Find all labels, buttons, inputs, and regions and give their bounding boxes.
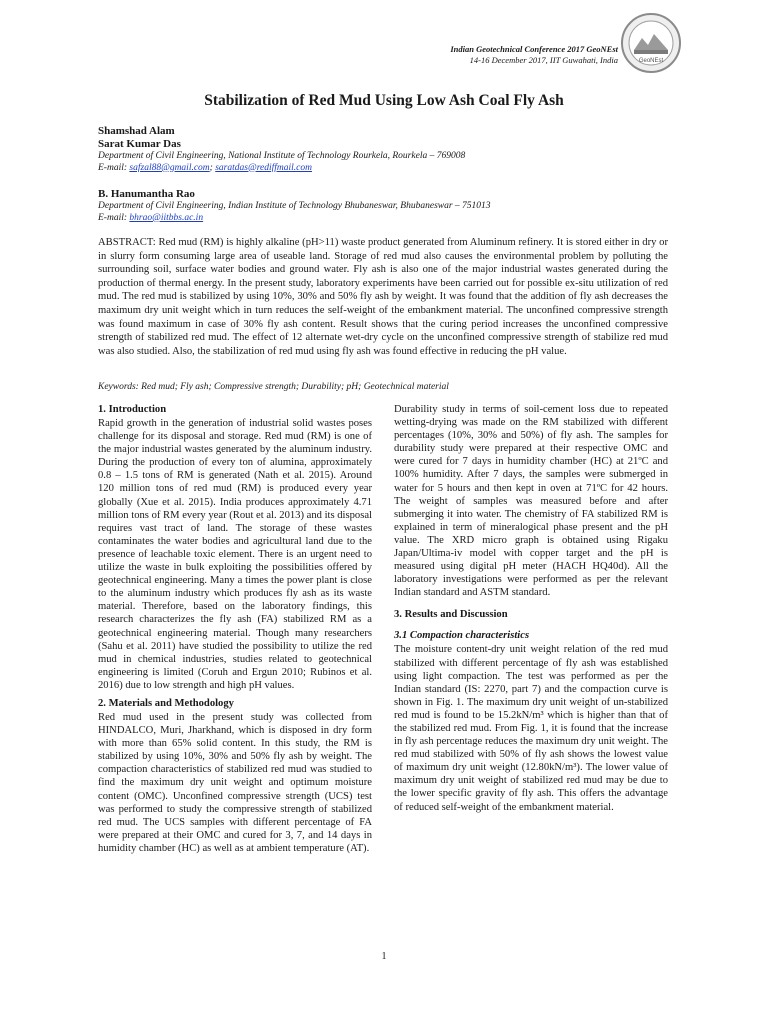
right-column: [394, 403, 668, 814]
seal-text: GeoNEst: [638, 58, 664, 64]
keywords: Keywords: Red mud; Fly ash; Compressive strength; Durability; pH; Geotechnical material: [98, 382, 449, 392]
section-heading-results: 3. Results and Discussion: [394, 609, 508, 621]
email-link-2[interactable]: saratdas@rediffmail.com: [215, 162, 313, 173]
left-column: [98, 403, 372, 855]
author-block-1: [98, 125, 678, 174]
introduction-text: Rapid growth in the generation of industrial solid wastes poses challenge for its disposal and storage. Red mud (RM) is one of the major industrial wastes generated by the aluminum industry. During the production of every ton of alumina, approximately 0.8 – 1.5 tons of RM is generated (Nath et al. 2015). Around 120 million tons of red mud (RM) is produced every year globally (Xue et al. 2015). India produces approximately 4.71 million tons of RM every year (Rout et al. 2013) and its disposal requires vast tract of land. The storage of these wastes contaminates the water bodies and agricultural land due to the presence of leachable toxic element. There is an urgent need to utilize the waste in bulk exploiting the possibilities offered by geotechnical engineering. Many a times the power plant is close to the aluminum industry which produces fly ash as its waste material. Therefore, based on the laboratory findings, this research characterizes the fly ash (FA) stabilized RM as a geotechnical engineering material. Though many researchers (Sahu et al. 2011) have studied the possibility to utilize the red mud in chemical industries, studies related to geotechnical engineering is limited (Coruh and Ergun 2010; Rubinos et al. 2016) due to low strength and high pH values.: [98, 418, 372, 691]
compaction-text: The moisture content-dry unit weight relation of the red mud stabilized with different percentage of fly ash was established using light compaction. The test was performed as per the Indian standard (IS: 2270, part 7) and the compaction curve is shown in Fig. 1. The maximum dry unit weight of un-stabilized red mud is found to be 15.2kN/m³ which is higher than that of the stabilized red mud. From Fig. 1, it is found that the increase in fly ash percentage reduces the maximum dry unit weight. The red mud stabilized with 50% of fly ash shows the lowest value of maximum dry unit weight (12.80kN/m³). The lower value of maximum dry unit weight of stabilized red mud may be due to the lower specific gravity of fly ash. This offers the advantage of reduced self-weight of the embankment material.: [394, 644, 668, 813]
page-number: 1: [381, 951, 387, 962]
conference-dates: 14-16 December 2017, IIT Guwahati, India: [469, 55, 618, 65]
conference-seal-icon: [620, 12, 682, 74]
conference-name: Indian Geotechnical Conference 2017 GeoNEst: [450, 44, 618, 54]
author-name-3: B. Hanumantha Rao: [98, 188, 195, 200]
paper-title: Stabilization of Red Mud Using Low Ash Coal Fly Ash: [204, 92, 564, 109]
author-block-2: [98, 188, 678, 224]
email-label-2: E-mail:: [98, 212, 128, 223]
affiliation-1: Department of Civil Engineering, National Institute of Technology Rourkela, Rourkela – 769008: [98, 151, 466, 161]
durability-text: Durability study in terms of soil-cement loss due to repeated wetting-drying was made on the RM stabilized with different percentages (10%, 30% and 50%) of fly ash. The samples for durability study were prepared at their respective OMC and were cured for 7 days in humidity chamber (HC) at 21ºC and 100% humidity. After 7 days, the samples were submerged in water for 5 hours and then kept in oven at 71ºC for 42 hours. The weight of samples was measured before and after submerging it into water. The chemistry of FA stabilized RM is explained in term of mineralogical phase present and the pH value. The XRD micro graph is obtained using Rigaku Japan/Ultima-iv model with copper target and the pH is measured using digital pH meter (HACH HQ40d). All the laboratory investigations were performed as per the relevant Indian standard and ASTM standard.: [394, 404, 668, 599]
email-line-1: [98, 163, 678, 175]
subsection-heading-compaction: 3.1 Compaction characteristics: [394, 630, 530, 642]
author-name-1: Shamshad Alam: [98, 125, 175, 137]
email-label: E-mail:: [98, 162, 128, 173]
abstract: ABSTRACT: Red mud (RM) is highly alkaline (pH>11) waste product generated from Aluminum refinery. It is stored either in dry or in slurry form consuming large area of useable land. Storage of red mud also causes the environmental problem by polluting the surrounding soil, surface water bodies and ground water. Fly ash is also one of the major industrial wastes generated during the production of thermal energy. In the present study, laboratory experiments have been carried out for possible ex-situ utilization of red mud. The red mud is stabilized by using 10%, 30% and 50% fly ash by weight. It was found that the addition of fly ash decreases the maximum dry unit weight which in turn reduces the self-weight of the embankment material. The unconfined compressive strength was found maximum in case of 30% fly ash content. Result shows that the curing period increases the unconfined compressive strength of stabilized red mud. The effect of 12 alternate wet-dry cycle on the unconfined compressive strength of stabilize red mud was also studied. Also, the stabilization of red mud using fly ash was found effective in reducing the pH value.: [98, 237, 668, 357]
section-heading-materials: 2. Materials and Methodology: [98, 697, 234, 709]
email-link-3[interactable]: bhrao@iitbbs.ac.in: [129, 212, 204, 223]
materials-text: Red mud used in the present study was collected from HINDALCO, Muri, Jharkhand, which is disposed in dry form with more than 65% solid content. In this study, the RM is stabilized by using 10%, 30% and 50% fly ash by weight. The compaction characteristics of stabilized red mud was studied to find the maximum dry unit weight and optimum moisture content (OMC). Unconfined compressive strength (UCS) test was performed to study the compressive strength of stabilized red mud. The UCS samples with different percentage of FA were prepared at their OMC and cured for 3, 7, and 14 days in humidity chamber (HC) as well as at ambient temperature (AT).: [98, 711, 372, 854]
affiliation-2: Department of Civil Engineering, Indian Institute of Technology Bhubaneswar, Bhubaneswar – 751013: [98, 201, 491, 211]
conference-header: [450, 44, 618, 66]
author-name-2: Sarat Kumar Das: [98, 138, 181, 150]
section-heading-introduction: 1. Introduction: [98, 404, 167, 415]
email-separator: ;: [209, 162, 213, 173]
email-line-2: [98, 213, 678, 225]
email-link-1[interactable]: safzal88@gmail.com: [129, 162, 210, 173]
